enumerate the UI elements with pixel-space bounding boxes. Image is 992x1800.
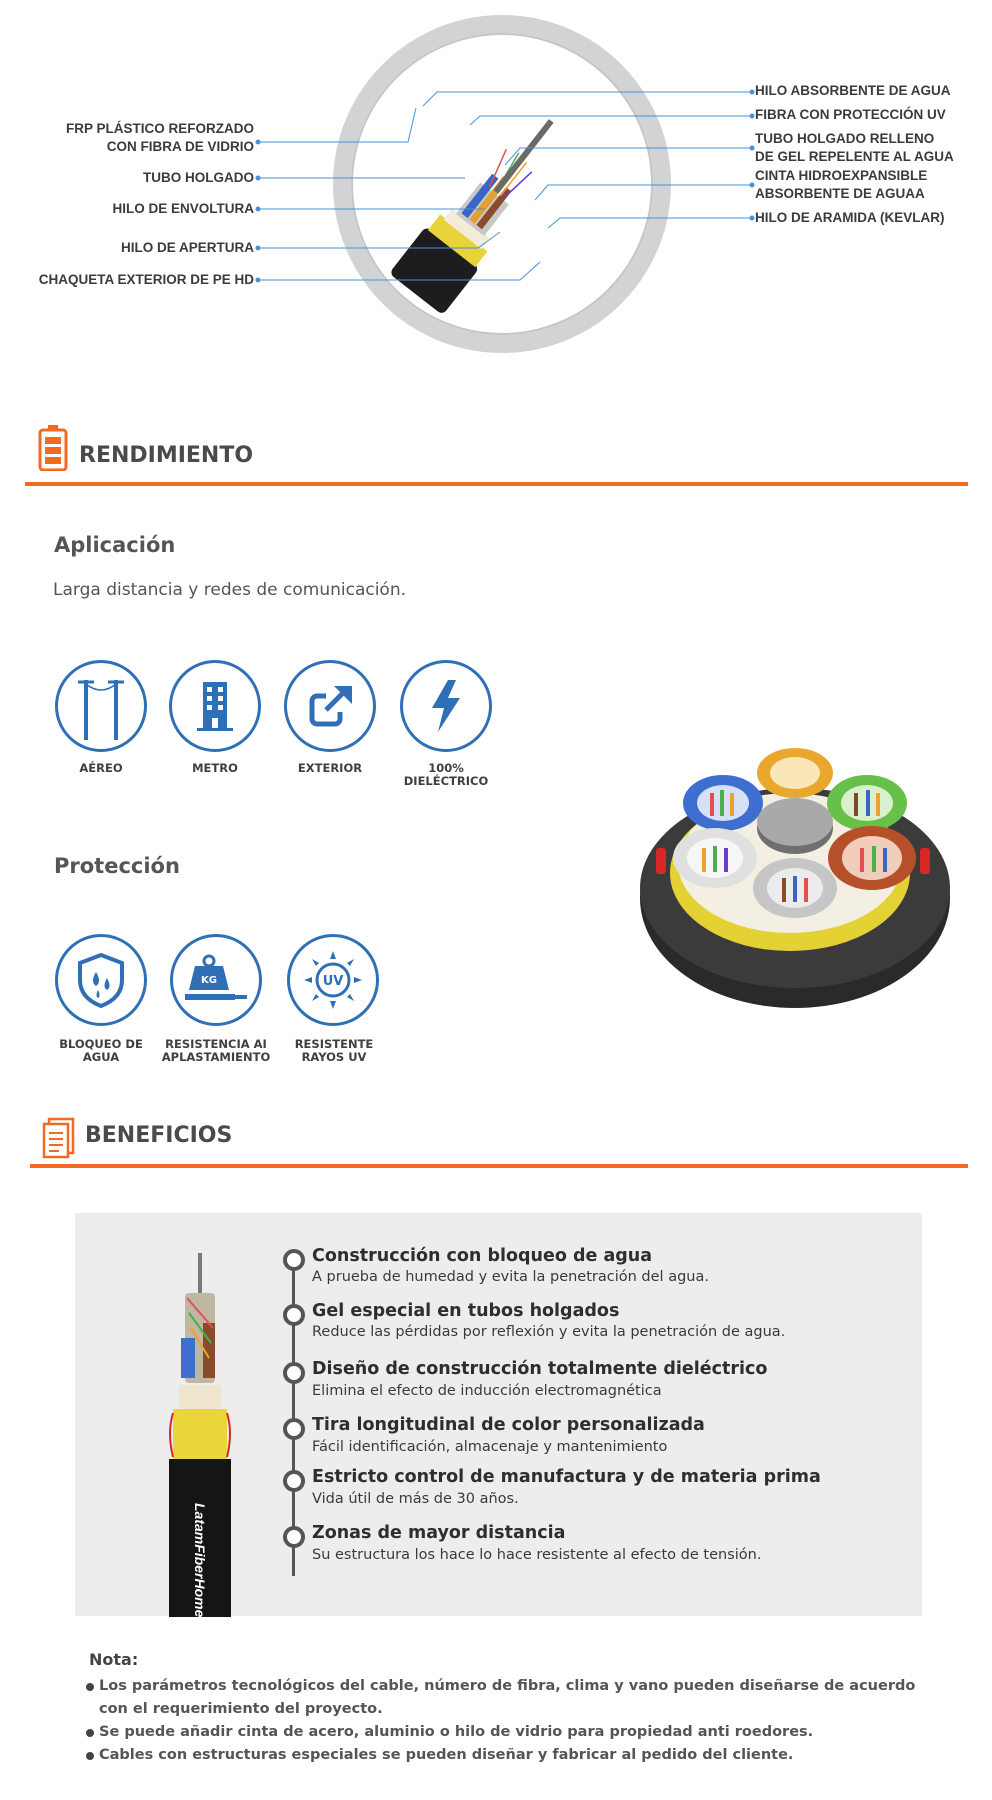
benefit-title: Tira longitudinal de color personalizada	[312, 1415, 705, 1435]
cable-cross-section-image	[630, 748, 950, 1022]
benefit-bullet	[283, 1362, 305, 1384]
svg-text:UV: UV	[322, 974, 344, 989]
svg-text:LatamFiberHome: LatamFiberHome	[192, 1503, 208, 1618]
benefit-title: Gel especial en tubos holgados	[312, 1301, 620, 1321]
note-item: Los parámetros tecnológicos del cable, número de fibra, clima y vano pueden diseñarse de acuerdo con el requerimiento del proyecto.	[99, 1678, 916, 1717]
benefit-bullet	[283, 1304, 305, 1326]
note-item: Se puede añadir cinta de acero, aluminio o hilo de vidrio para propiedad anti roedores.	[99, 1724, 814, 1740]
benefit-desc: A prueba de humedad y evita la penetración del agua.	[312, 1269, 709, 1285]
label-tubo-holgado: TUBO HOLGADO	[143, 170, 254, 185]
lightning-icon	[400, 660, 492, 752]
aplicacion-title: Aplicación	[54, 533, 176, 557]
benefit-bullet	[283, 1470, 305, 1492]
water-shield-icon	[55, 934, 147, 1026]
label-metro: METRO	[192, 761, 238, 775]
benefit-desc: Fácil identificación, almacenaje y mantenimiento	[312, 1439, 668, 1455]
label-dielectrico: 100% DIELÉCTRICO	[403, 761, 489, 788]
nota-title: Nota:	[89, 1650, 139, 1669]
label-fibra-uv: FIBRA CON PROTECCIÓN UV	[755, 107, 946, 122]
label-frp: FRP PLÁSTICO REFORZADO CON FIBRA DE VIDRIO	[65, 121, 254, 154]
note-bullet	[86, 1729, 94, 1737]
section-divider	[25, 482, 968, 486]
uv-sun-icon	[287, 934, 379, 1026]
section-divider	[30, 1164, 968, 1168]
battery-icon	[38, 425, 68, 475]
benefit-title: Construcción con bloqueo de agua	[312, 1246, 653, 1266]
benefit-title: Estricto control de manufactura y de materia prima	[312, 1467, 821, 1487]
svg-text:KG: KG	[201, 975, 217, 986]
label-hilo-absorbente: HILO ABSORBENTE DE AGUA	[755, 83, 951, 98]
benefit-bullet	[283, 1418, 305, 1440]
cable-diagram	[0, 0, 992, 370]
benefit-desc: Su estructura los hace lo hace resistente al efecto de tensión.	[312, 1547, 762, 1563]
note-bullet	[86, 1752, 94, 1760]
aerial-pole-icon	[55, 660, 147, 752]
section-title-beneficios: BENEFICIOS	[85, 1123, 233, 1148]
label-bloqueo-agua: BLOQUEO DE AGUA	[59, 1037, 143, 1064]
exterior-arrow-icon	[284, 660, 376, 752]
svg-text:LatamFiberHome: LatamFiberHome	[547, 181, 613, 260]
document-list-icon	[42, 1117, 76, 1163]
proteccion-title: Protección	[54, 854, 180, 878]
label-aereo: AÉREO	[79, 761, 123, 775]
label-hilo-apertura: HILO DE APERTURA	[120, 240, 254, 255]
label-exterior: EXTERIOR	[297, 761, 363, 775]
cable-vertical-image	[155, 1253, 245, 1618]
aplicacion-text: Larga distancia y redes de comunicación.	[53, 580, 407, 600]
benefit-title: Zonas de mayor distancia	[312, 1523, 566, 1543]
benefit-title: Diseño de construcción totalmente dieléctrico	[312, 1359, 768, 1379]
benefit-bullet	[283, 1526, 305, 1548]
benefit-bullet	[283, 1249, 305, 1271]
label-cinta: CINTA HIDROEXPANSIBLE ABSORBENTE DE AGUAA	[755, 168, 928, 201]
label-tubo-gel: TUBO HOLGADO RELLENO DE GEL REPELENTE AL AGUA	[755, 131, 954, 164]
benefit-desc: Elimina el efecto de inducción electromagnética	[312, 1383, 662, 1399]
building-icon	[169, 660, 261, 752]
benefit-desc: Reduce las pérdidas por reflexión y evita la penetración de agua.	[312, 1324, 786, 1340]
label-rayos-uv: RESISTENTE RAYOS UV	[294, 1037, 374, 1064]
note-item: Cables con estructuras especiales se pueden diseñar y fabricar al pedido del cliente.	[99, 1747, 794, 1763]
label-hilo-envoltura: HILO DE ENVOLTURA	[112, 201, 254, 216]
benefit-desc: Vida útil de más de 30 años.	[312, 1491, 519, 1507]
section-title-rendimiento: RENDIMIENTO	[79, 443, 254, 468]
weight-crush-icon	[170, 934, 262, 1026]
label-aplastamiento: RESISTENCIA AI APLASTAMIENTO	[161, 1037, 271, 1064]
label-chaqueta: CHAQUETA EXTERIOR DE PE HD	[38, 272, 254, 287]
label-aramida: HILO DE ARAMIDA (KEVLAR)	[755, 210, 945, 225]
note-bullet	[86, 1683, 94, 1691]
